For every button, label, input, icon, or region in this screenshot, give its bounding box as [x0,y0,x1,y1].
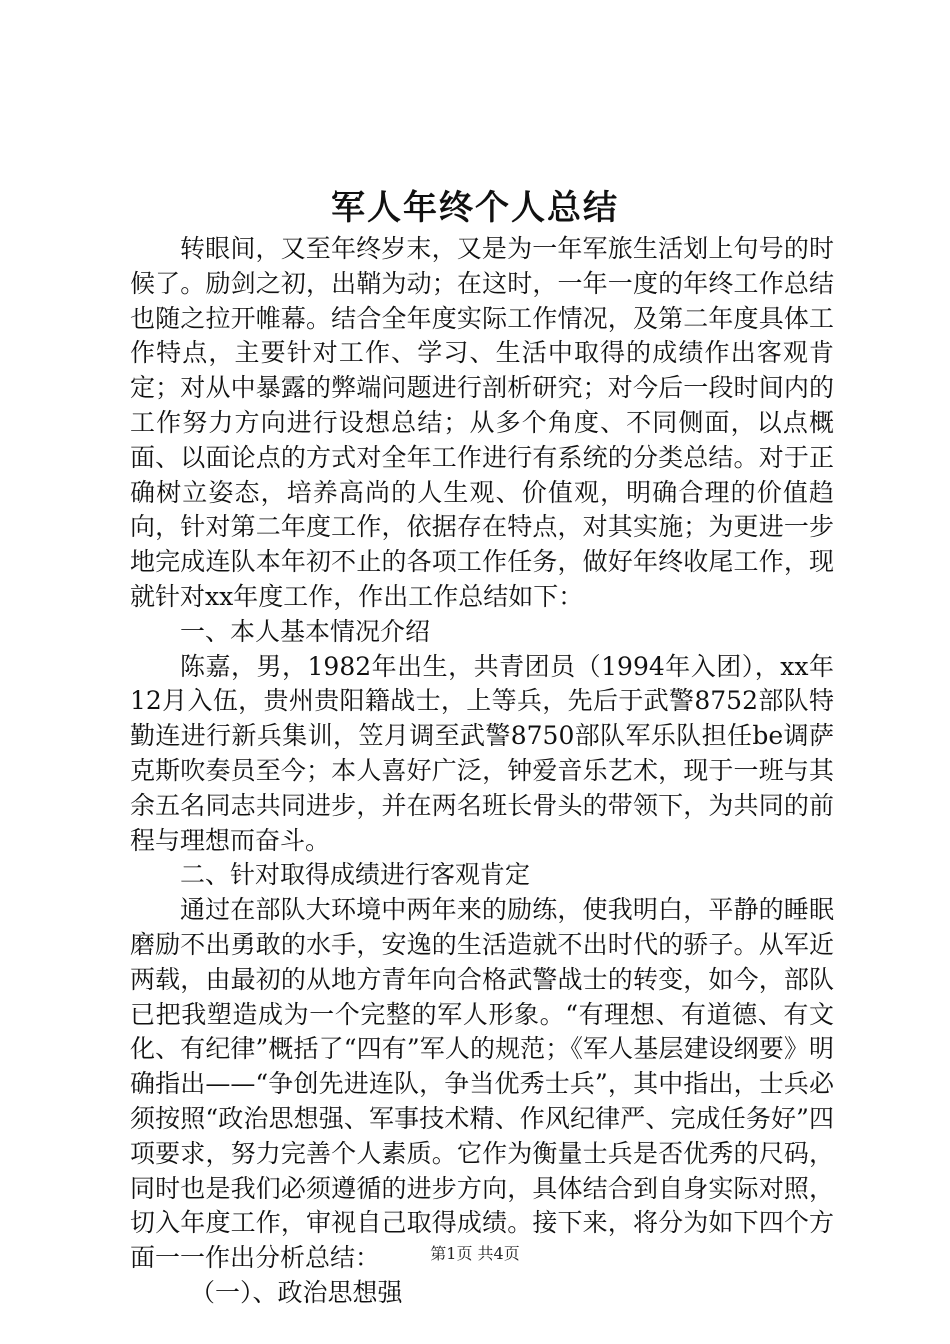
basic-info-paragraph: 陈嘉，男，1982年出生，共青团员（1994年入团），xx年12月入伍，贵州贵阳籍战士，上等兵，先后于武警8752部队特勤连进行新兵集训，笠月调至武警8750部队军乐队担任be调萨克斯吹奏员至今；本人喜好广泛，钟爱音乐艺术，现于一班与其余五名同志共同进步，并在两名班长骨头的带领下，为共同的前程与理想而奋斗。 [130,651,834,855]
section-heading-achievements: 二、针对取得成绩进行客观肯定 [180,860,531,890]
subsection-heading-political: （一）、政治思想强 [190,1277,403,1307]
document-title: 军人年终个人总结 [331,188,619,228]
intro-paragraph: 转眼间，又至年终岁末，又是为一年军旅生活划上句号的时候了。励剑之初，出鞘为动；在这时，一年一度的年终工作总结也随之拉开帷幕。结合全年度实际工作情况，及第二年度具体工作特点，主要针对工作、学习、生活中取得的成绩作出客观肯定；对从中暴露的弊端问题进行剖析研究；对今后一段时间内的工作努力方向进行设想总结；从多个角度、不同侧面，以点概面、以面论点的方式对全年工作进行有系统的分类总结。对于正确树立姿态，培养高尚的人生观、价值观，明确合理的价值趋向，针对第二年度工作，依据存在特点，对其实施；为更进一步地完成连队本年初不止的各项工作任务，做好年终收尾工作，现就针对xx年度工作，作出工作总结如下： [130,234,834,611]
document-body [130,232,834,1311]
section-heading-basic-info: 一、本人基本情况介绍 [180,616,431,646]
achievements-paragraph: 通过在部队大环境中两年来的励练，使我明白，平静的睡眠磨励不出勇敢的水手，安逸的生活造就不出时代的骄子。从军近两载，由最初的从地方青年向合格武警战士的转变，如今，部队已把我塑造成为一个完整的军人形象。“有理想、有道德、有文化、有纪律”概括了“四有”军人的规范；《军人基层建设纲要》明确指出——“争创先进连队，争当优秀士兵”，其中指出，士兵必须按照“政治思想强、军事技术精、作风纪律严、完成任务好”四项要求，努力完善个人素质。它作为衡量士兵是否优秀的尺码，同时也是我们必须遵循的进步方向，具体结合到自身实际对照，切入年度工作，审视自己取得成绩。接下来，将分为如下四个方面一一作出分析总结： [130,895,834,1273]
page-footer: 第1页 共4页 [430,1244,520,1263]
